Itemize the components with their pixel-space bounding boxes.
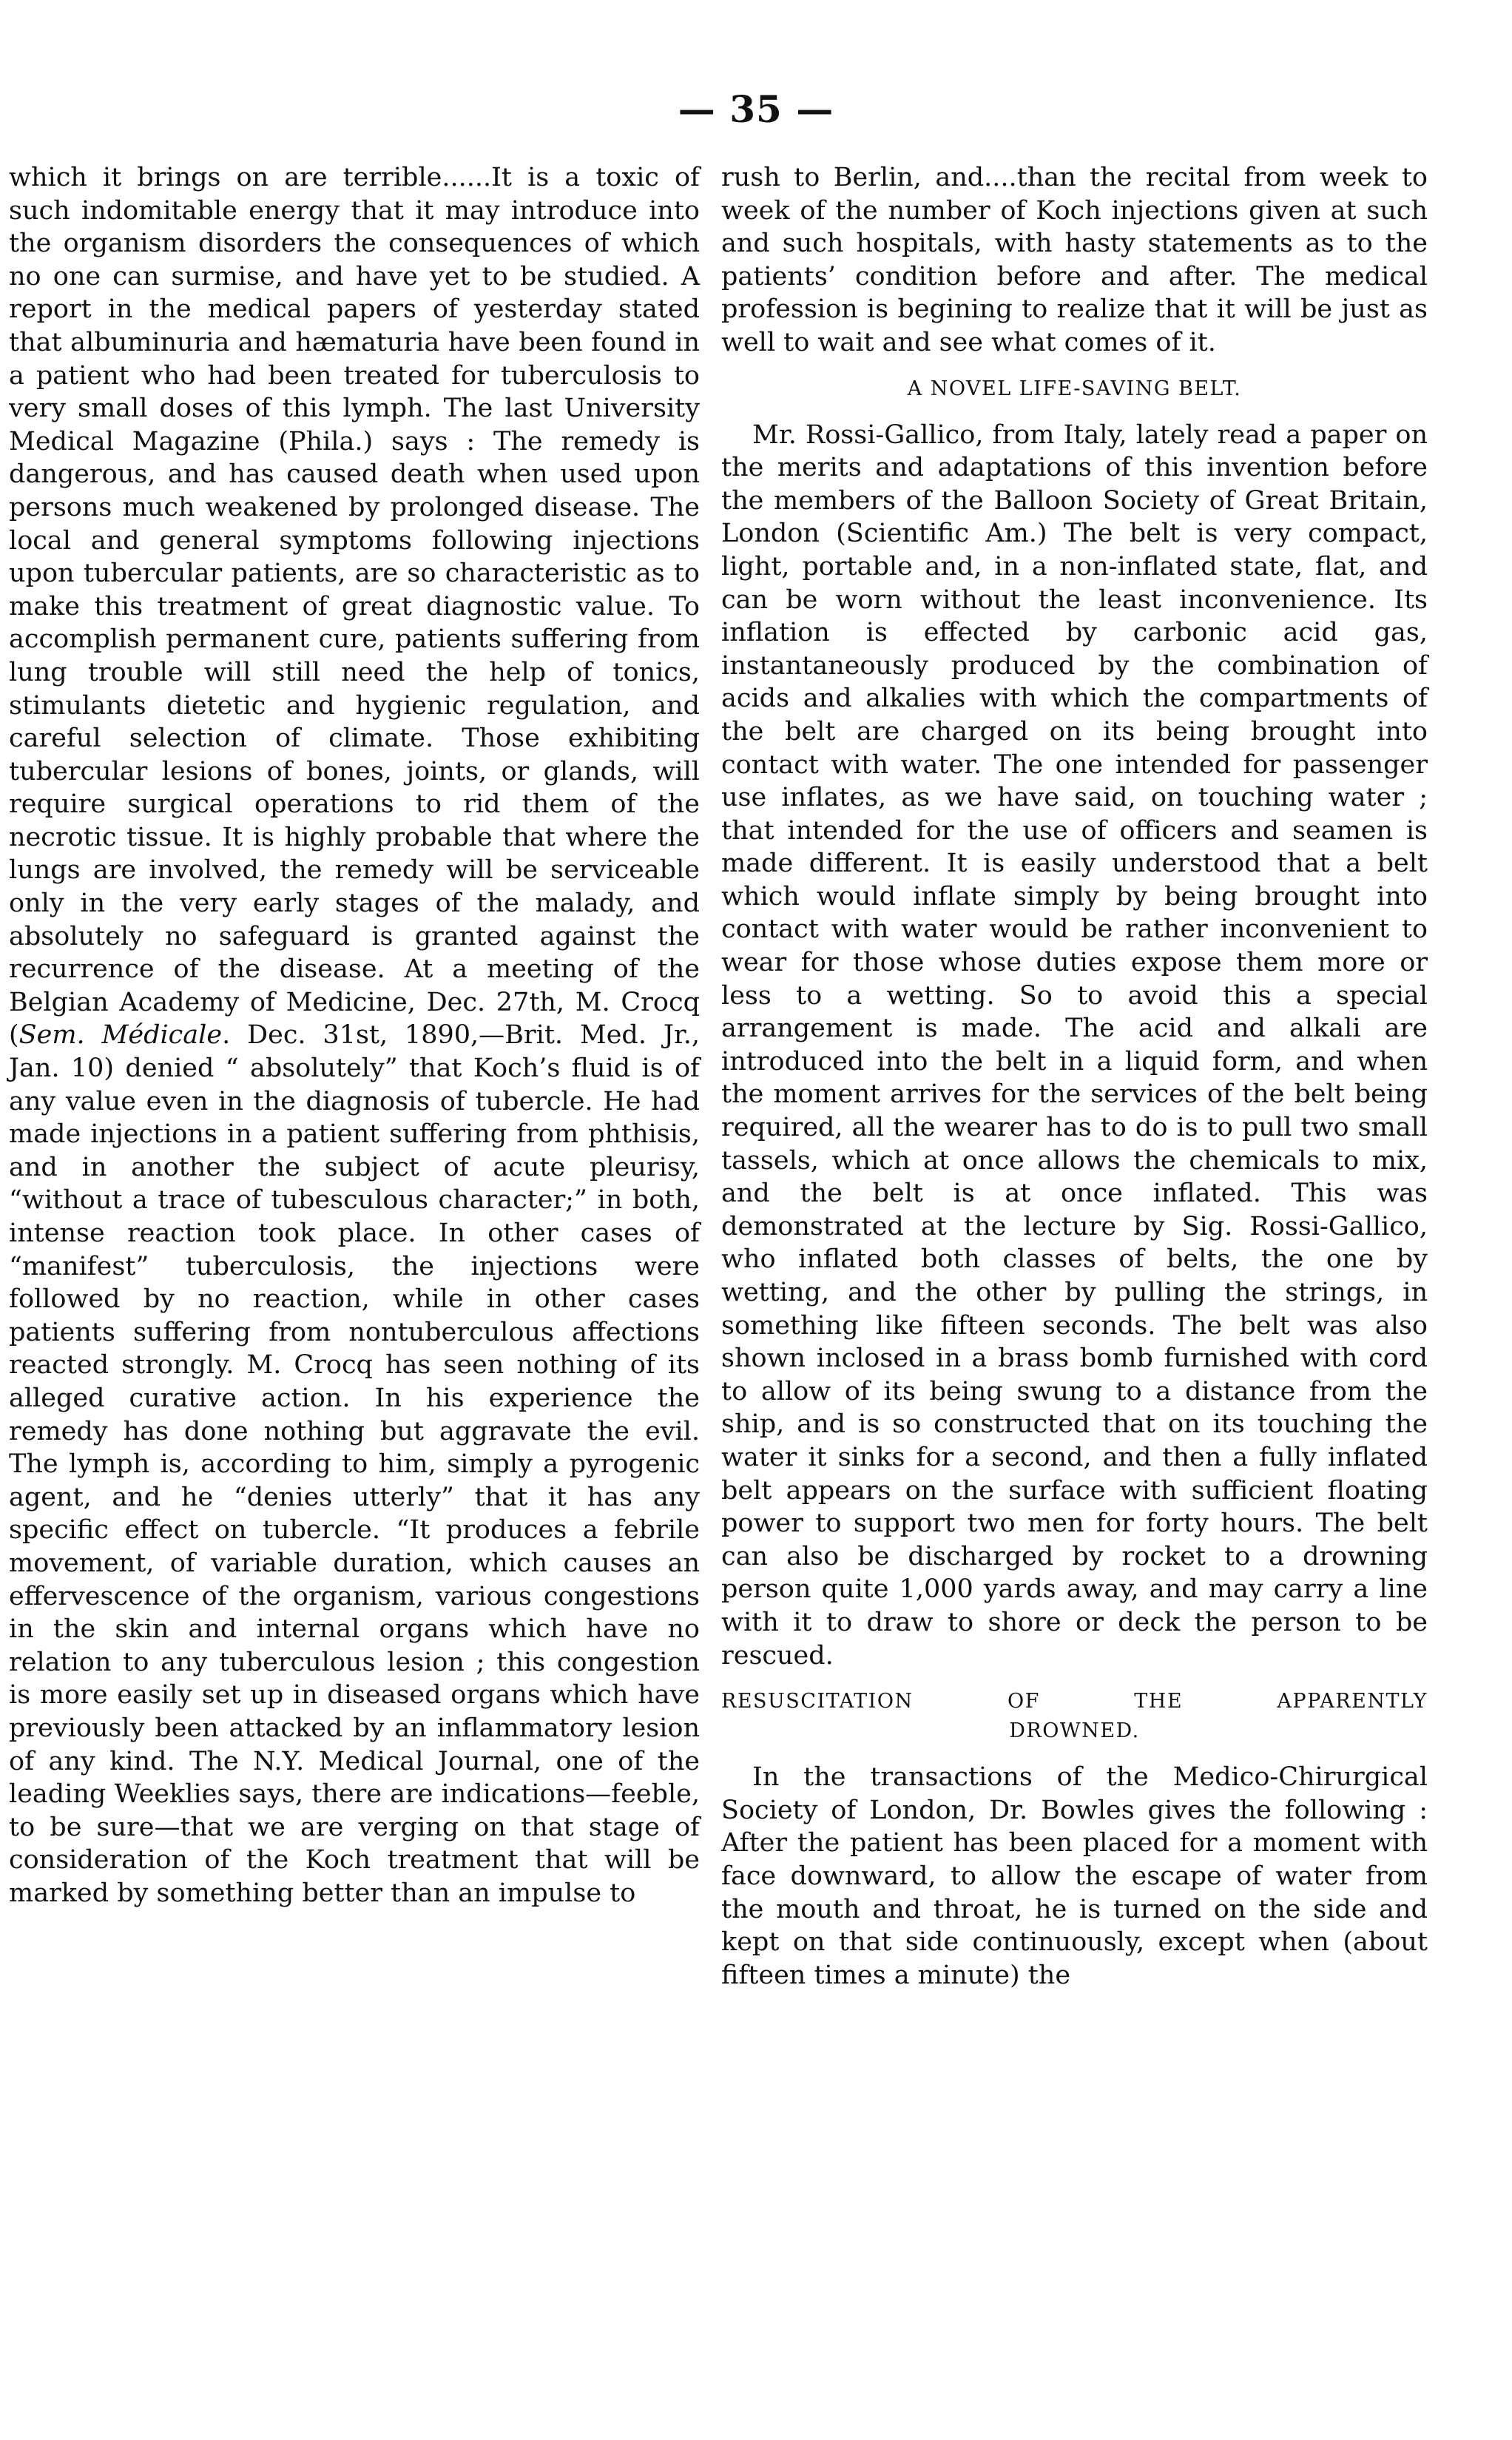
article-title-line-2: DROWNED. (1009, 1719, 1140, 1743)
article-title-life-saving-belt (721, 374, 1428, 404)
left-column (9, 161, 700, 1910)
article-body-life-saving-belt: Mr. Rossi-Gallico, from Italy, lately read a paper on the merits and adaptations of this invention before the members of the Balloon Society of Great Britain, London (Scientific Am.) The belt is very compact, light, portable and, in a non-inflated state, flat, and can be worn without the least inconvenience. Its inflation is effected by carbonic acid gas, instantaneously produced by the combination of acids and alkalies with which the compartments of the belt are charged on its being brought into contact with water. The one intended for passenger use inflates, as we have said, on touching water ; that intended for the use of officers and seamen is made different. It is easily understood that a belt which would inflate simply by being brought into contact with water would be rather inconvenient to wear for those whose duties expose them more or less to a wetting. So to avoid this a special arrangement is made. The acid and alkali are introduced into the belt in a liquid form, and when the moment arrives for the services of the belt being required, all the wearer has to do is to pull two small tassels, which at once allows the chemicals to mix, and the belt is at once inflated. This was demonstrated at the lecture by Sig. Rossi-Gallico, who inflated both classes of belts, the one by wetting, and the other by pulling the strings, in something like fifteen seconds. The belt was also shown inclosed in a brass bomb furnished with cord to allow of its being swung to a distance from the ship, and is so constructed that on its touching the water it sinks for a second, and then a fully inflated belt appears on the surface with sufficient floating power to support two men for forty hours. The belt can also be discharged by rocket to a drowning person quite 1,000 yards away, and may carry a line with it to draw to shore or deck the person to be rescued. (721, 419, 1428, 1671)
left-column-text (9, 161, 700, 1910)
left-paragraph-part-2: . Dec. 31st, 1890,—Brit. Med. Jr., Jan. 10) denied “ absolutely” that Koch’s fluid is of any value even in the diagnosis of tubercle. He had made injections in a patient suffering from phthisis, and in another the subject of acute pleurisy, “without a trace of tubesculous character;” in both, intense reaction took place. In other cases of “manifest” tuberculosis, the injections were followed by no reaction, while in other cases patients suffering from nontuberculous affections reacted strongly. M. Crocq has seen nothing of its alleged curative action. In his experience the remedy has done nothing but aggravate the evil. The lymph is, according to him, simply a pyrogenic agent, and he “denies utterly” that it has any specific effect on tubercle. “It produces a febrile movement, of variable duration, which causes an effervescence of the organism, various congestions in the skin and internal organs which have no relation to any tuberculous lesion ; this congestion is more easily set up in diseased organs which have previously been attacked by an inflammatory lesion of any kind. The N.Y. Medical Journal, one of the leading Weeklies says, there are indications—feeble, to be sure—that we are verging on that stage of consideration of the Koch treatment that will be marked by something better than an impulse to (9, 1020, 700, 1908)
journal-citation: Sem. Médicale (18, 1020, 223, 1051)
article-title-resuscitation (721, 1687, 1428, 1746)
left-paragraph-part-1: which it brings on are terrible......It is a toxic of such indomitable energy that it may introduce into the organism disorders the consequences of which no one can surmise, and have yet to be studied. A report in the medical papers of yesterday stated that albuminuria and hæmaturia have been found in a patient who had been treated for tuberculosis to very small doses of this lymph. The last University Medical Magazine (Phila.) says : The remedy is dangerous, and has caused death when used upon persons much weakened by prolonged disease. The local and general symptoms following injections upon tubercular patients, are so characteristic as to make this treatment of great diagnostic value. To accomplish permanent cure, patients suffering from lung trouble will still need the help of tonics, stimulants dietetic and hygienic regulation, and careful selection of climate. Those exhibiting tubercular lesions of bones, joints, or glands, will require surgical operations to rid them of the necrotic tissue. It is highly probable that where the lungs are involved, the remedy will be serviceable only in the very early stages of the malady, and absolutely no safeguard is granted against the recurrence of the disease. At a meeting of the Belgian Academy of Medicine, Dec. 27th, M. Crocq ( (9, 163, 700, 1051)
article-title-text: A NOVEL LIFE-SAVING BELT. (907, 377, 1242, 400)
continuation-paragraph: rush to Berlin, and....than the recital from week to week of the number of Koch injections given at such and such hospitals, with hasty statements as to the patients’ condition before and after. The medical profession is begining to realize that it will be just as well to wait and see what comes of it. (721, 163, 1428, 357)
article-body-resuscitation: In the transactions of the Medico-Chirurgical Society of London, Dr. Bowles gives the following : After the patient has been placed for a moment with face downward, to allow the escape of water from the mouth and throat, he is turned on the side and kept on that side continuously, except when (about fifteen times a minute) the (721, 1762, 1428, 1990)
article-title-line-1: RESUSCITATION OF THE APPARENTLY (721, 1690, 1428, 1713)
right-column (721, 161, 1428, 1992)
page-number: — 35 — (678, 87, 834, 131)
